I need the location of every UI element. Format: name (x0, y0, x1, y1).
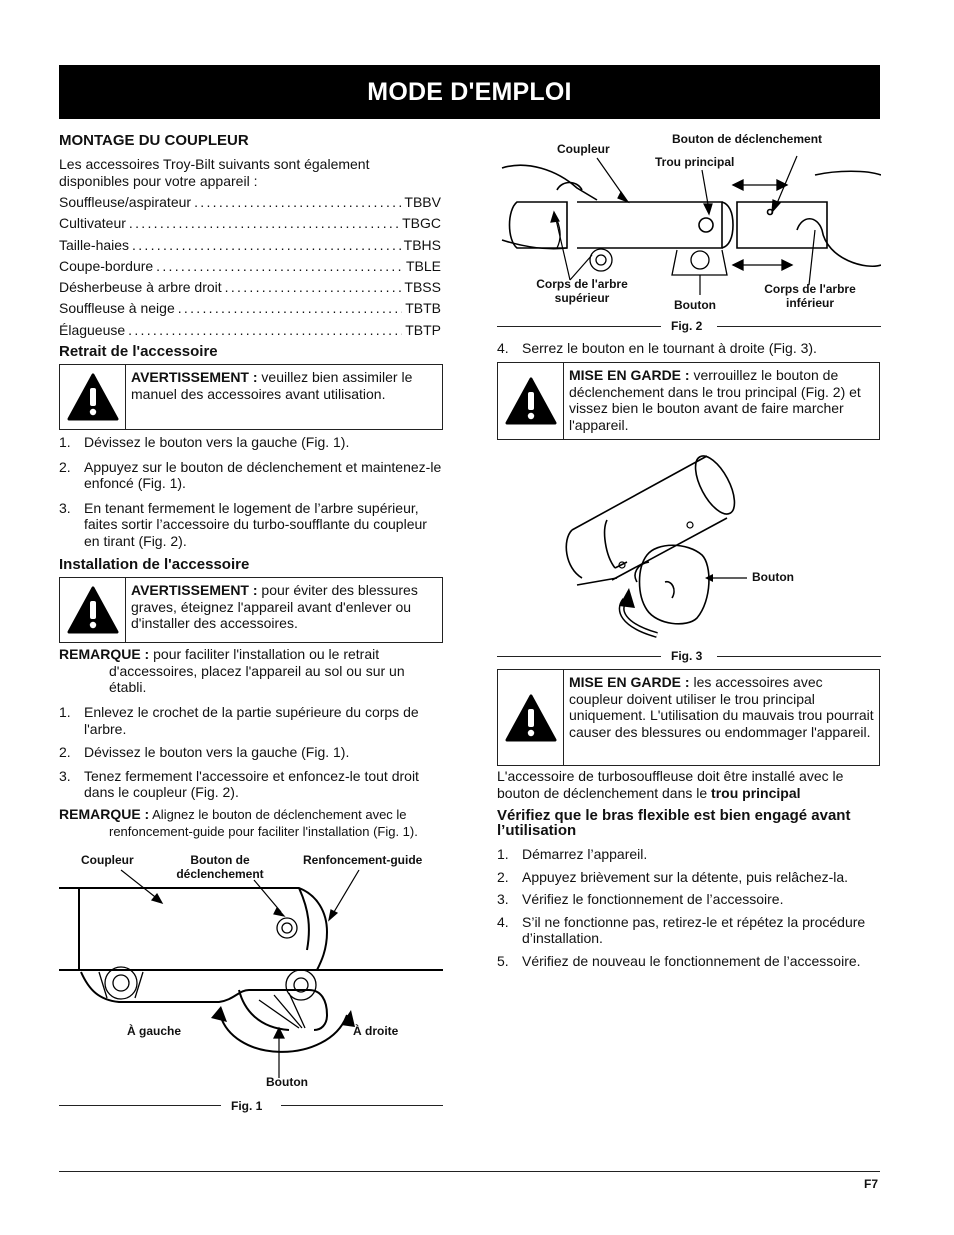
leader-dots (194, 194, 401, 215)
list-item: 2. Dévissez le bouton vers la gauche (Fig. 1). (59, 744, 350, 760)
install-steps (59, 704, 443, 801)
fig1-label-bouton-declenchement: Bouton de déclenchement (176, 853, 264, 881)
warning-2-body: pour éviter des blessures graves, éteignez l'appareil avant d'enlever ou d'installer des accessoires. (131, 582, 418, 631)
accessory-code: TBGC (402, 215, 441, 232)
fig2-caption: Fig. 2 (671, 319, 703, 333)
accessory-name: Cultivateur (59, 215, 126, 232)
fig1-label-droite: À droite (353, 1024, 399, 1038)
fig3-caption: Fig. 3 (671, 649, 703, 663)
montage-intro: Les accessoires Troy-Bilt suivants sont également disponibles pour votre appareil : (59, 156, 370, 189)
accessory-name: Élagueuse (59, 321, 126, 338)
remark-1: REMARQUE : pour faciliter l'installation ou le retrait d'accessoires, placez l'appareil au sol ou sur un établi. (59, 646, 405, 695)
fig1-label-bouton: Bouton (266, 1075, 308, 1089)
install-title: Installation de l'accessoire (59, 556, 250, 573)
leader-dots (129, 215, 399, 236)
coupler-illustration (59, 850, 443, 1112)
fig1-label-coupleur: Coupleur (81, 853, 134, 867)
leader-dots (178, 300, 402, 321)
warning-box-2 (59, 577, 443, 643)
fig2-label-bouton-declenchement: Bouton de déclenchement (672, 132, 823, 146)
leader-dots (132, 237, 401, 258)
fig2-label-bouton: Bouton (674, 298, 716, 312)
list-item: 2. Appuyez sur le bouton de déclenchement et maintenez-le enfoncé (Fig. 1). (59, 458, 442, 491)
turbo-paragraph: L'accessoire de turbosouffleuse doit être installé avec le bouton de déclenchement dans le trou principal (497, 768, 844, 801)
leader-dots (225, 279, 402, 300)
montage-title: MONTAGE DU COUPLEUR (59, 132, 249, 149)
accessory-code: TBTP (405, 321, 441, 338)
warning-triangle-icon (60, 578, 126, 642)
accessory-name: Coupe-bordure (59, 257, 154, 274)
fig3-label-bouton: Bouton (752, 570, 794, 584)
caution-1-body: verrouillez le bouton de déclenchement dans le trou principal (Fig. 2) et vissez bien le bouton avant de faire marcher l'appareil. (569, 367, 861, 433)
accessory-row (59, 215, 441, 236)
caution-2-body: les accessoires avec coupleur doivent utiliser le trou principal uniquement. L'utilisation du mauvais trou pourrait causer des blessures ou endommager l'appareil. (569, 674, 874, 740)
footer-rule (59, 1171, 880, 1172)
caution-1-head: MISE EN GARDE : (569, 367, 690, 383)
list-item: 1. Dévissez le bouton vers la gauche (Fig. 1). (59, 434, 350, 450)
warning-triangle-icon (498, 363, 564, 439)
figure-2 (497, 130, 881, 336)
accessory-code: TBBV (404, 194, 441, 210)
divider (497, 656, 661, 657)
accessory-row (59, 258, 441, 279)
accessory-code: TBSS (404, 279, 441, 296)
caution-box-2 (497, 669, 880, 766)
list-item: 3. Vérifiez le fonctionnement de l’accessoire. (497, 891, 784, 907)
step-4: 4. Serrez le bouton en le tournant à droite (Fig. 3). (497, 340, 817, 356)
accessory-code: TBLE (405, 257, 441, 274)
accessory-name: Désherbeuse à arbre droit (59, 279, 222, 296)
divider (497, 326, 661, 327)
divider (59, 1105, 221, 1106)
warning-2-head: AVERTISSEMENT : (131, 582, 258, 598)
caution-2-head: MISE EN GARDE : (569, 674, 690, 690)
fig1-label-gauche: À gauche (127, 1024, 182, 1038)
figure-3 (497, 450, 881, 668)
divider (717, 656, 881, 657)
verify-title: Vérifiez que le bras flexible est bien engagé avant l’utilisation (497, 807, 851, 839)
accessory-row (59, 194, 441, 215)
figure-1 (59, 850, 443, 1112)
divider (717, 326, 881, 327)
list-item: 4. S’il ne fonctionne pas, retirez-le et répétez la procédure d’installation. (497, 913, 866, 946)
list-item: 5. Vérifiez de nouveau le fonctionnement de l’accessoire. (497, 952, 861, 969)
warning-1-body: veuillez bien assimiler le manuel des accessoires avant utilisation. (131, 369, 413, 402)
list-item: 3. En tenant fermement le logement de l’arbre supérieur, faites sortir l’accessoire du turbo-soufflante du coupleur en tirant (Fig. 2). (59, 499, 427, 549)
warning-triangle-icon (498, 670, 564, 765)
accessory-row (59, 279, 441, 300)
retrait-title: Retrait de l'accessoire (59, 343, 218, 360)
accessory-row (59, 300, 441, 321)
fig2-label-coupleur: Coupleur (557, 142, 610, 156)
warning-1-head: AVERTISSEMENT : (131, 369, 258, 385)
leader-dots (128, 322, 402, 343)
accessory-name: Souffleuse à neige (59, 300, 175, 317)
accessory-code: TBHS (403, 236, 441, 253)
list-item: 1. Enlevez le crochet de la partie supérieure du corps de l'arbre. (59, 704, 419, 737)
page-number: F7 (864, 1177, 879, 1191)
fig1-caption: Fig. 1 (231, 1099, 263, 1113)
list-item: 1. Démarrez l’appareil. (497, 846, 648, 862)
verify-steps (497, 846, 881, 969)
warning-box-1 (59, 364, 443, 430)
fig1-label-renfoncement: Renfoncement-guide (303, 853, 423, 867)
fig2-label-corps-inferieur: Corps de l'arbre inférieur (764, 282, 856, 310)
list-item: 2. Appuyez brièvement sur la détente, puis relâchez-la. (497, 868, 849, 885)
retrait-steps (59, 434, 443, 549)
remark-2: REMARQUE : Alignez le bouton de déclenchement avec le renfoncement-guide pour faciliter l'installation (Fig. 1). (59, 806, 418, 839)
knob-tightening-illustration (497, 450, 881, 668)
warning-triangle-icon (60, 365, 126, 429)
accessory-name: Taille-haies (59, 236, 130, 253)
accessory-list (59, 194, 441, 343)
fig2-label-trou-principal: Trou principal (655, 155, 735, 169)
caution-box-1 (497, 362, 880, 440)
divider (281, 1105, 443, 1106)
page-banner-title: MODE D'EMPLOI (59, 65, 880, 119)
list-item: 3. Tenez fermement l'accessoire et enfoncez-le tout droit dans le coupleur (Fig. 2). (59, 767, 419, 800)
accessory-row (59, 322, 441, 343)
leader-dots (156, 258, 403, 279)
accessory-name: Souffleuse/aspirateur (59, 194, 192, 210)
fig2-label-corps-superieur: Corps de l'arbre supérieur (536, 277, 628, 305)
accessory-row (59, 237, 441, 258)
accessory-code: TBTB (405, 300, 441, 317)
